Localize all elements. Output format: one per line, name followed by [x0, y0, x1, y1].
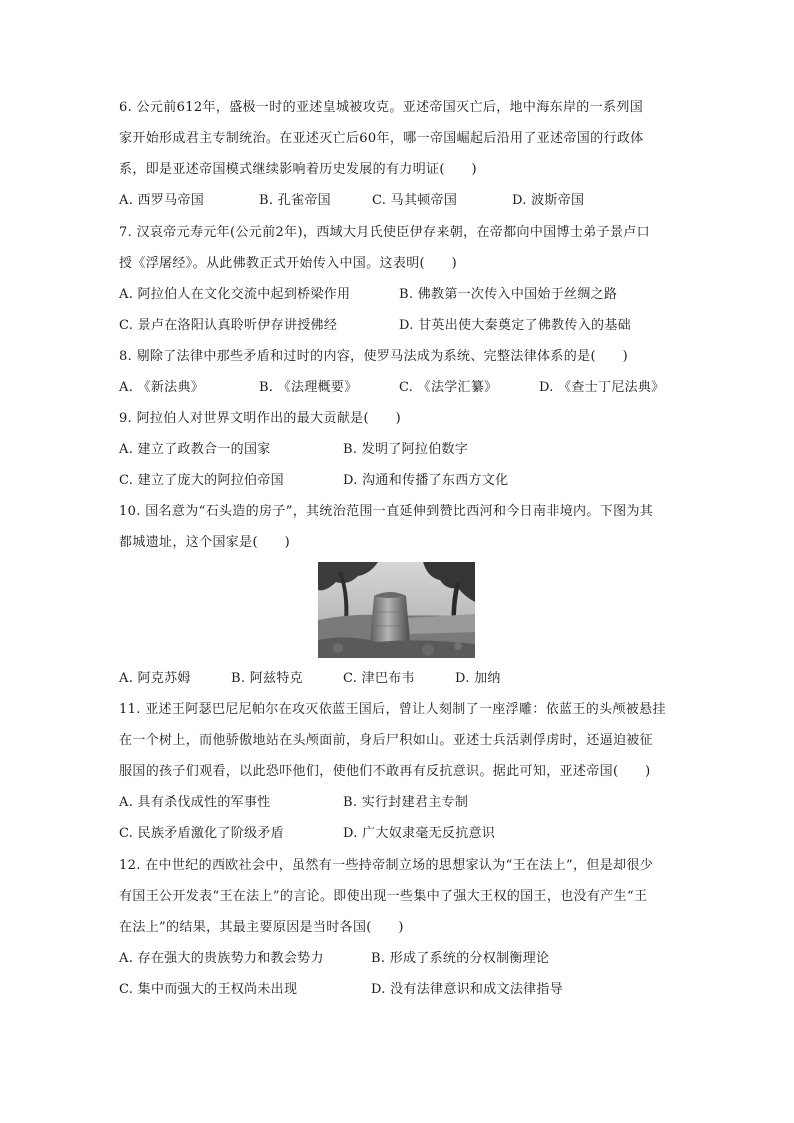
- question-7-option-c: C. 景卢在洛阳认真聆听伊存讲授佛经: [119, 318, 338, 333]
- question-10-line-1: 10. 国名意为“石头造的房子”，其统治范围一直延伸到赞比西河和今日南非境内。下图为其: [119, 504, 654, 519]
- question-6-option-c: C. 马其顿帝国: [372, 193, 458, 208]
- question-10-option-b: B. 阿兹特克: [231, 671, 303, 686]
- question-12-line-2: 有国王公开发表“王在法上”的言论。即使出现一些集中了强大王权的国王，也没有产生“王: [119, 889, 648, 904]
- question-6-option-d: D. 波斯帝国: [512, 193, 585, 208]
- question-11-line-1: 11. 亚述王阿瑟巴尼尼帕尔在攻灭依蓝王国后，曾让人刻制了一座浮雕：依蓝王的头颅被悬挂: [119, 702, 666, 717]
- question-7-line-1: 7. 汉哀帝元寿元年(公元前2年)，西域大月氏使臣伊存来朝，在帝都向中国博士弟子景卢口: [119, 225, 651, 240]
- question-10-option-a: A. 阿克苏姆: [119, 671, 191, 686]
- question-6-line-1: 6. 公元前612年，盛极一时的亚述皇城被攻克。亚述帝国灭亡后，地中海东岸的一系列国: [119, 100, 644, 115]
- question-6-line-3: 系，即是亚述帝国模式继续影响着历史发展的有力明证( ): [119, 162, 477, 177]
- question-9-option-b: B. 发明了阿拉伯数字: [343, 442, 469, 457]
- question-12-line-3: 在法上”的结果，其最主要原因是当时各国( ): [119, 920, 404, 935]
- question-8-option-c: C. 《法学汇纂》: [399, 380, 498, 395]
- question-6-line-2: 家开始形成君主专制统治。在亚述灭亡后60年，哪一帝国崛起后沿用了亚述帝国的行政体: [119, 131, 644, 146]
- question-11-option-a: A. 具有杀伐成性的军事性: [119, 795, 271, 810]
- question-11-line-3: 服国的孩子们观看，以此恐吓他们，使他们不敢再有反抗意识。据此可知，亚述帝国( ): [119, 764, 651, 779]
- question-12-option-d: D. 没有法律意识和成文法律指导: [371, 982, 564, 997]
- question-12-line-1: 12. 在中世纪的西欧社会中，虽然有一些持帝制立场的思想家认为“王在法上”，但是却很少: [119, 858, 654, 873]
- question-7-option-b: B. 佛教第一次传入中国始于丝绸之路: [399, 287, 618, 302]
- question-7-option-d: D. 甘英出使大秦奠定了佛教传入的基础: [399, 318, 631, 333]
- question-8-option-b: B. 《法理概要》: [259, 380, 358, 395]
- question-11-option-c: C. 民族矛盾激化了阶级矛盾: [119, 826, 284, 841]
- question-7-line-2: 授《浮屠经》。从此佛教正式开始传入中国。这表明( ): [119, 256, 458, 271]
- question-9-option-d: D. 沟通和传播了东西方文化: [343, 473, 509, 488]
- question-8-option-d: D. 《查士丁尼法典》: [539, 380, 665, 395]
- question-12-option-b: B. 形成了系统的分权制衡理论: [371, 951, 550, 966]
- question-9-option-a: A. 建立了政教合一的国家: [119, 442, 271, 457]
- question-8-option-a: A. 《新法典》: [119, 380, 205, 395]
- question-11-option-d: D. 广大奴隶毫无反抗意识: [343, 826, 496, 841]
- question-8-line-1: 8. 剔除了法律中那些矛盾和过时的内容，使罗马法成为系统、完整法律体系的是( ): [119, 349, 629, 364]
- question-6-option-a: A. 西罗马帝国: [119, 193, 205, 208]
- question-9-line-1: 9. 阿拉伯人对世界文明作出的最大贡献是( ): [119, 411, 402, 426]
- question-12-option-c: C. 集中而强大的王权尚未出现: [119, 982, 298, 997]
- question-9-option-c: C. 建立了庞大的阿拉伯帝国: [119, 473, 284, 488]
- question-6-option-b: B. 孔雀帝国: [259, 193, 331, 208]
- question-12-option-a: A. 存在强大的贵族势力和教会势力: [119, 951, 324, 966]
- great-zimbabwe-ruins-photo: [318, 562, 475, 658]
- question-11-option-b: B. 实行封建君主专制: [343, 795, 469, 810]
- question-10-option-d: D. 加纳: [455, 671, 501, 686]
- question-11-line-2: 在一个树上，而他骄傲地站在头颅面前，身后尸积如山。亚述士兵活剥俘虏时，还逼迫被征: [119, 733, 654, 748]
- question-10-line-2: 都城遗址，这个国家是( ): [119, 535, 291, 550]
- question-7-option-a: A. 阿拉伯人在文化交流中起到桥梁作用: [119, 287, 351, 302]
- question-10-option-c: C. 津巴布韦: [343, 671, 415, 686]
